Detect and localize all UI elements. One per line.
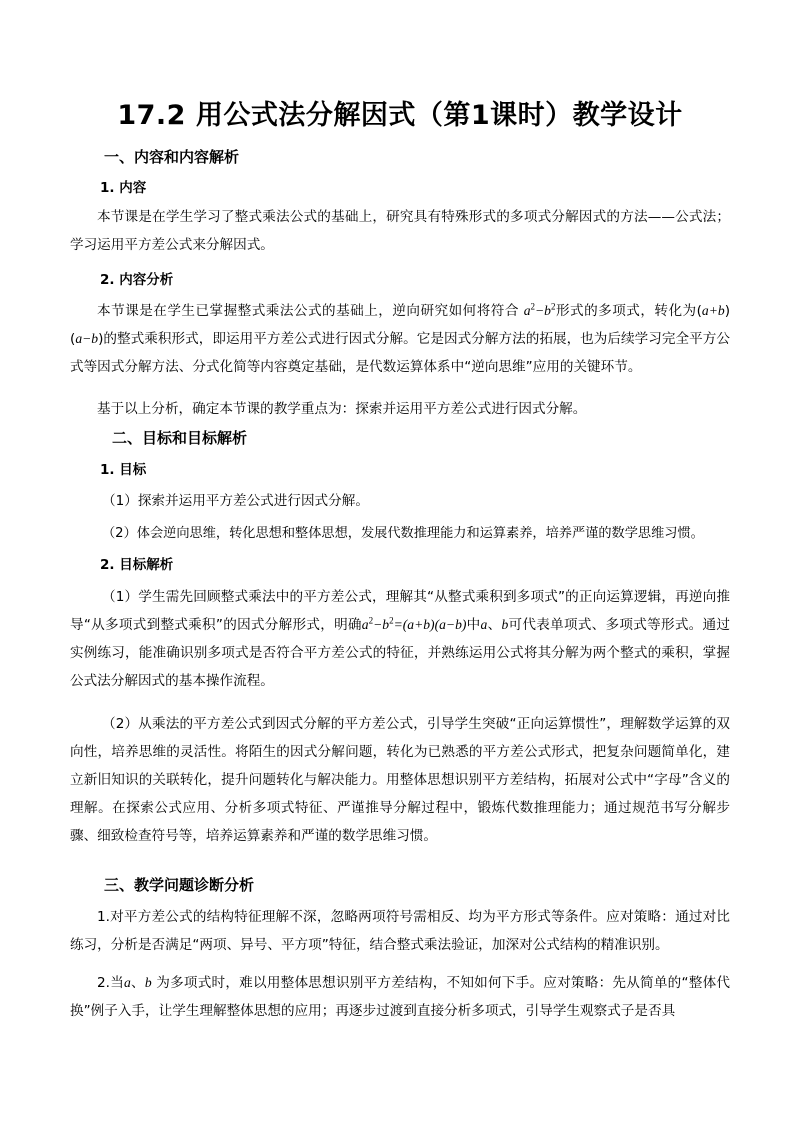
text-run: 的整式乘积形式，即运用平方差公式进行因式分解。它是因式分解方法的拓展，也为后续学习完全平方公式等因式分解方法、分式化简等内容奠定基础，是代数运算体系中“逆向思维”应用的关键环节。 [70,331,730,375]
paragraph-focus: 基于以上分析，确定本节课的教学重点为：探索并运用平方差公式进行因式分解。 [97,401,587,417]
separator: 、 [487,617,502,633]
text-run: 为多项式时，难以用整体思想识别平方差结构，不知如何下手。应对策略：先从简单的“整体代换”例子入手，让学生理解整体思想的应用；再逐步过渡到直接分析多项式，引导学生观察式子是否具 [70,975,731,1019]
document-title: 17.2 用公式法分解因式（第1课时）教学设计 [117,100,683,131]
text-run: 中 [466,617,481,633]
subheading-goal-analysis: 2. 目标解析 [100,557,174,573]
goal-analysis-1 [70,583,730,695]
math-a2-minus-b2: $a^2-b^2$ [523,301,556,318]
math-b: b [501,617,509,632]
diagnosis-item-1: 1.对平方差公式的结构特征理解不深，忽略两项符号需相反、均为平方形式等条件。应对策略：通过对比练习，分析是否满足“两项、异号、平方项”特征，结合整式乘法验证，加深对公式结构的精准识别。 [70,909,730,953]
section-content-analysis [70,147,730,167]
goal-analysis-2: （2）从乘法的平方差公式到因式分解的平方差公式，引导学生突破“正向运算惯性”，理解数学运算的双向性，培养思维的灵活性。将陌生的因式分解问题，转化为已熟悉的平方差公式形式，把复杂问题简单化，建立新旧知识的关联转化，提升问题转化与解决能力。用整体思想识别平方差结构，拓展对公式中“字母”含义的理解。在探索公式应用、分析多项式特征、严谨推导分解过程中，锻炼代数推理能力；通过规范书写分解步骤、细致检查符号等，培养运算素养和严谨的数学思维习惯。 [70,716,730,844]
section-heading-2: 二、目标和目标解析 [112,429,248,447]
paragraph-content-analysis: 本节课是在学生已掌握整式乘法公式的基础上，逆向研究如何将符合 $a^2-b^2$形式的多项式，转化为(a+b)(a−b)的整式乘积形式，即运用平方差公式进行因式分解。它是因式分解方法的拓展，也为后续学习完全平方公式等因式分解方法、分式化简等内容奠定基础，是代数运算体系中“逆向思维”应用的关键环节。 [70,301,730,375]
text-run: 可代表单项式、多项式等形式。通过实例练习，能准确识别多项式是否符合平方差公式的特征，并熟练运用公式将其分解为两个整式的乘积，掌握公式法分解因式的基本操作流程。 [70,617,730,689]
math-b: b [144,975,152,990]
separator: 、 [130,975,145,991]
text-run: 本节课是在学生已掌握整式乘法公式的基础上，逆向研究如何将符合 [97,303,519,319]
subheading-content-analysis: 2. 内容分析 [100,272,174,288]
diagnosis-item-2 [70,969,730,1025]
text-run: 形式的多项式，转化为 [555,303,697,319]
math-a: a [124,975,131,990]
subheading-content: 1. 内容 [100,180,147,196]
goal-item-1: （1）探索并运用平方差公式进行因式分解。 [102,493,369,509]
goal-item-2: （2）体会逆向思维，转化思想和整体思想，发展代数推理能力和运算素养，培养严谨的数学思维习惯。 [102,526,704,541]
section-heading-3: 三、教学问题诊断分析 [104,876,255,894]
paragraph-content: 本节课是在学生学习了整式乘法公式的基础上，研究具有特殊形式的多项式分解因式的方法——公式法；学习运用平方差公式来分解因式。 [70,209,730,253]
math-a: a [480,617,488,632]
subheading-goal: 1. 目标 [100,462,147,478]
text-run: （1）学生需先回顾整式乘法中的平方差公式，理解其“从整式乘积到多项式”的正向运算逻辑，再逆向推导“从多项式到整式乘积”的因式分解形式，明确 [70,589,730,633]
section-heading-1: 一、内容和内容解析 [104,148,240,166]
math-a-minus-b: a−b [75,331,99,346]
text-run: 2.当 [97,975,125,991]
math-formula: $a^2-b^2=(a+b)(a-b)$ [361,615,467,632]
math-a-plus-b: a+b [701,303,725,318]
